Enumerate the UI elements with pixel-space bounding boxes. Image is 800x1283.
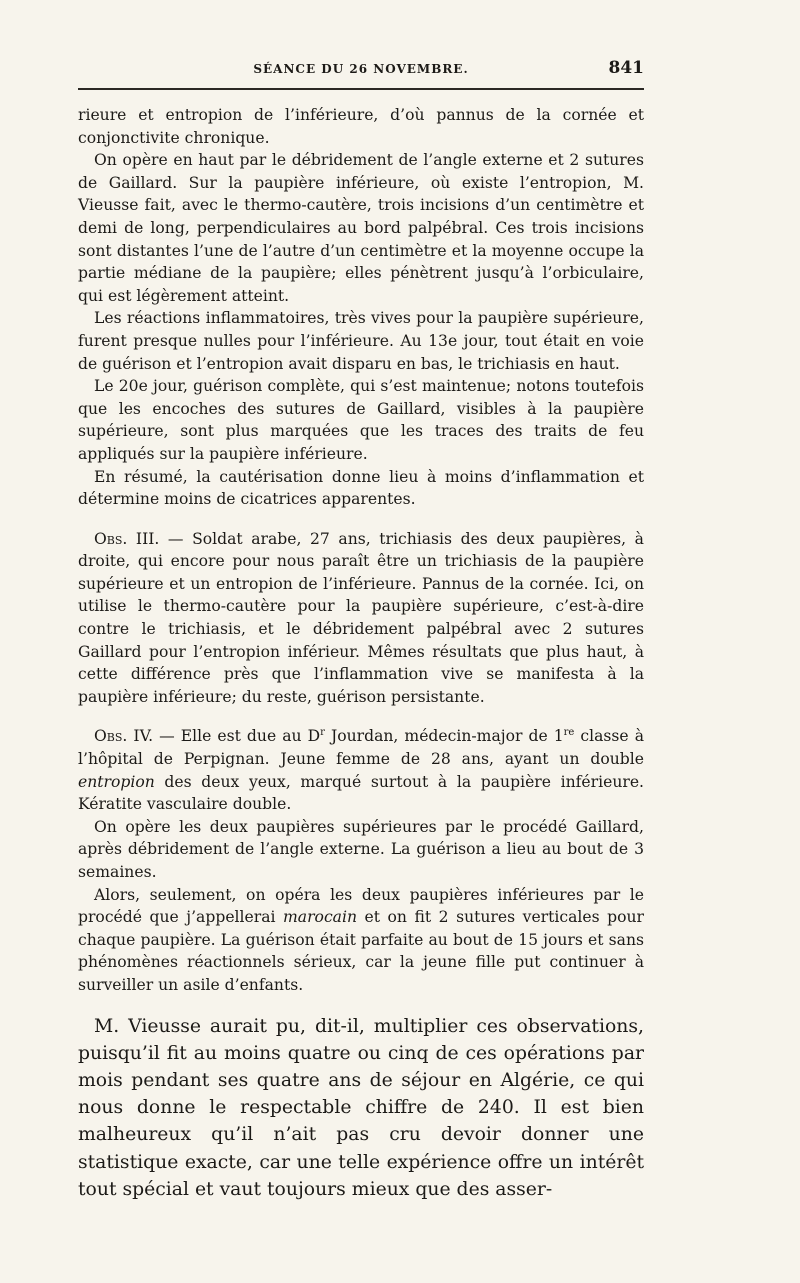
paragraph-text: Alors, seulement, on opéra les deux paupières inférieures par le procédé que j’appellerai xyxy=(78,885,644,927)
paragraph xyxy=(78,884,644,997)
paragraph: rieure et entropion de l’inférieure, d’où pannus de la cornée et conjonctivite chronique. xyxy=(78,106,644,147)
observation-4 xyxy=(78,725,644,815)
page-number: 841 xyxy=(608,58,644,78)
italic-term: marocain xyxy=(283,908,358,927)
paragraph: M. Vieusse aurait pu, dit-il, multiplier ces observations, puisqu’il fit au moins quatre ou cinq de ces opérations par mois pendant ses quatre ans de séjour en Algérie, ce qui nous donne le respectable chiffre de 240. Il est bien malheureux qu’il n’ait pas cru devoir donner une statistique exacte, car une telle expérience offre un intérêt tout spécial et vaut toujours mieux que des asser- xyxy=(78,1015,644,1200)
paragraph: On opère en haut par le débridement de l’angle externe et 2 sutures de Gaillard. Sur la paupière inférieure, où existe l’entropion, M. Vieusse fait, avec le thermo-cautère, trois incisions d’un centimètre et demi de long, perpendiculaires au bord palpébral. Ces trois incisions sont distantes l’une de l’autre d’un centimètre et la moyenne occupe la partie médiane de la paupière; elles pénètrent jusqu’à l’orbiculaire, qui est légèrement atteint. xyxy=(78,151,644,305)
observation-text: — Elle est due au D xyxy=(153,727,321,746)
paragraph: En résumé, la cautérisation donne lieu à moins d’inflammation et détermine moins de cicatrices apparentes. xyxy=(78,467,644,509)
observation-label: Obs. IV. xyxy=(94,727,154,746)
observation-text: classe à l’hôpital de Perpignan. Jeune femme de 28 ans, ayant un double xyxy=(78,727,644,769)
running-header xyxy=(78,56,644,84)
observation-3 xyxy=(78,528,644,709)
superscript: re xyxy=(563,727,575,739)
paragraph-text: et on fit 2 sutures verticales pour chaque paupière. La guérison était parfaite au bout de 15 jours et sans phénomènes réactionnels sérieux, car la jeune fille put continuer à surveiller un asile d’enfants. xyxy=(78,908,645,994)
observation-text: des deux yeux, marqué surtout à la paupière inférieure. Kératite vasculaire double. xyxy=(78,772,644,814)
observation-label: Obs. III. xyxy=(94,529,160,548)
paragraph: Le 20e jour, guérison complète, qui s’est maintenue; notons toutefois que les encoches des sutures de Gaillard, visibles à la paupière supérieure, sont plus marquées que les traces des traits de feu appliqués sur la paupière inférieure. xyxy=(78,377,644,463)
italic-term: entropion xyxy=(78,772,155,791)
header-rule xyxy=(78,88,644,90)
body-text xyxy=(78,104,644,997)
paragraph: Les réactions inflammatoires, très vives pour la paupière supérieure, furent presque nulles pour l’inférieure. Au 13e jour, tout était en voie de guérison et l’entropion avait disparu en bas, le trichiasis en haut. xyxy=(78,309,644,373)
superscript: r xyxy=(320,727,325,739)
observation-text: Jourdan, médecin-major de 1 xyxy=(324,727,564,746)
observation-text: — Soldat arabe, 27 ans, trichiasis des deux paupières, à droite, qui encore pour nous paraît être un trichiasis de la paupière supérieure et un entropion de l’inférieure. Pannus de la cornée. Ici, on utilise le thermo-cautère pour la paupière supérieure, c’est-à-dire contre le trichiasis, et le débridement palpébral avec 2 sutures Gaillard pour l’entropion inférieur. Mêmes résultats que plus haut, à cette différence près que l’inflammation vive se manifesta à la paupière inférieure; du reste, guérison persistante. xyxy=(78,529,644,706)
large-print-section xyxy=(78,1013,644,1203)
paragraph: On opère les deux paupières supérieures par le procédé Gaillard, après débridement de l’angle externe. La guérison a lieu au bout de 3 semaines. xyxy=(78,817,644,881)
page xyxy=(78,56,644,1203)
header-title: SÉANCE DU 26 NOVEMBRE. xyxy=(253,62,469,76)
